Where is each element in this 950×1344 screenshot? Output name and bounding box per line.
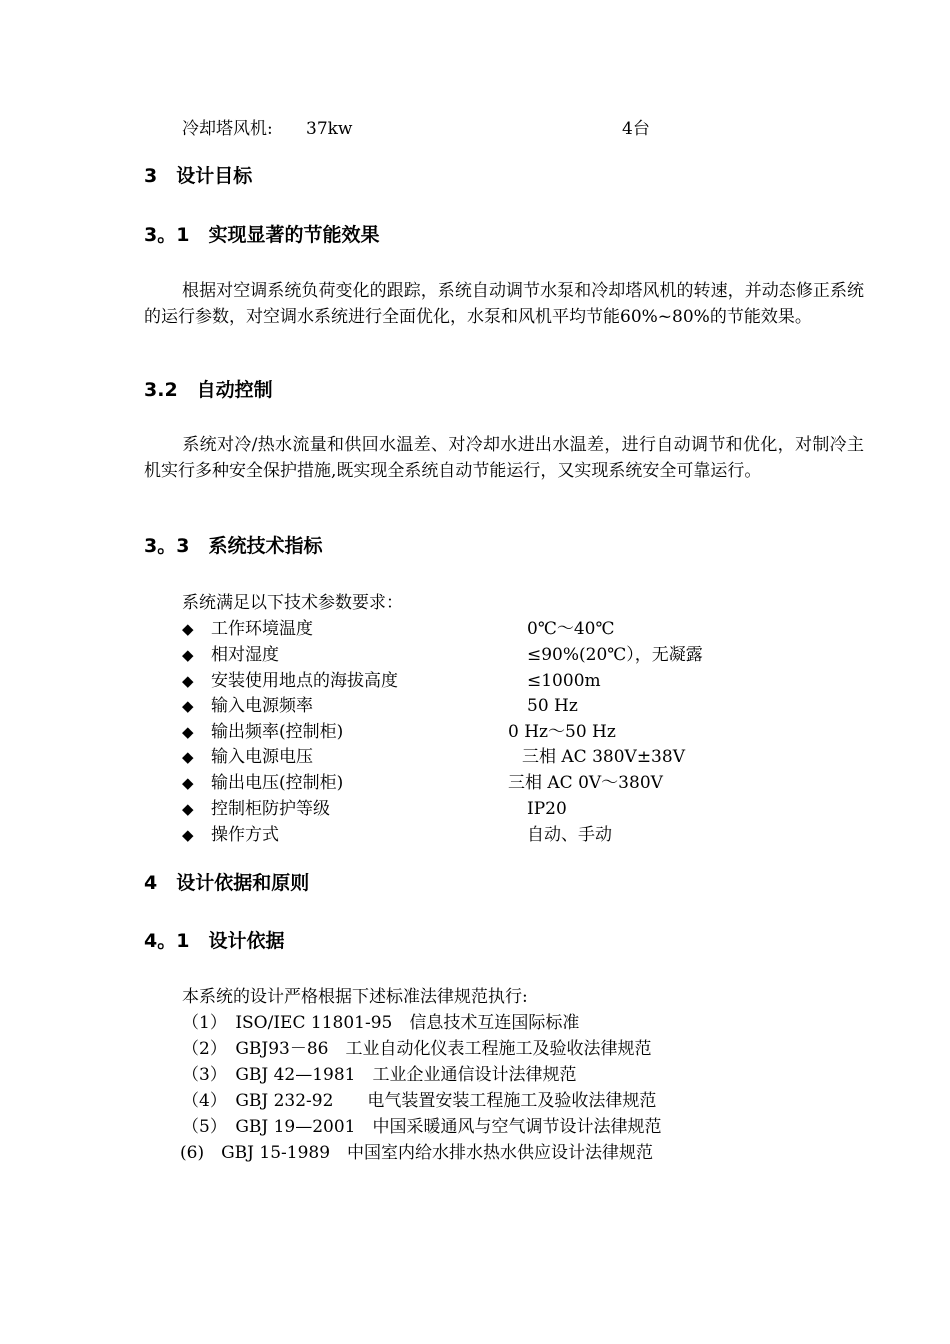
section-4-title: 4 设计依据和原则 xyxy=(144,872,310,894)
spec-label: 输入电源频率 xyxy=(211,696,313,716)
spec-label: 输入电源电压 xyxy=(211,747,313,767)
bullet-icon: ◆ xyxy=(182,748,194,766)
spec-label: 相对湿度 xyxy=(211,645,279,665)
bullet-icon: ◆ xyxy=(182,697,194,715)
cooling-tower-fan-power: 37kw xyxy=(306,119,353,139)
spec-label: 安装使用地点的海拔高度 xyxy=(211,671,398,691)
spec-value: 三相 AC 380V±38V xyxy=(522,747,685,767)
spec-value: 50 Hz xyxy=(527,696,578,716)
spec-label: 控制柜防护等级 xyxy=(211,799,330,819)
bullet-icon: ◆ xyxy=(182,800,194,818)
spec-label: 输出频率(控制柜) xyxy=(211,722,344,742)
spec-value: 自动、手动 xyxy=(527,825,612,845)
reference-item: （5） GBJ 19—2001 中国采暖通风与空气调节设计法律规范 xyxy=(182,1117,662,1137)
section-3-2-paragraph xyxy=(144,433,864,484)
reference-item: （1） ISO/IEC 11801-95 信息技术互连国际标准 xyxy=(182,1013,580,1033)
reference-item: （2） GBJ93－86 工业自动化仪表工程施工及验收法律规范 xyxy=(182,1039,652,1059)
section-3-title: 3 设计目标 xyxy=(144,165,253,187)
section-3-3-title: 3。3 系统技术指标 xyxy=(144,535,323,557)
section-3-2-text: 系统对冷/热水流量和供回水温差、对冷却水进出水温差，进行自动调节和优化，对制冷主机实行多种安全保护措施,既实现全系统自动节能运行，又实现系统安全可靠运行。 xyxy=(144,435,864,481)
spec-value: ≤1000m xyxy=(527,671,601,691)
reference-item: （3） GBJ 42—1981 工业企业通信设计法律规范 xyxy=(182,1065,577,1085)
spec-value: 0 Hz～50 Hz xyxy=(508,722,616,742)
spec-value: 三相 AC 0V～380V xyxy=(508,773,663,793)
section-3-2-title: 3.2 自动控制 xyxy=(144,379,273,401)
bullet-icon: ◆ xyxy=(182,672,194,690)
spec-label: 输出电压(控制柜) xyxy=(211,773,344,793)
bullet-icon: ◆ xyxy=(182,620,194,638)
section-3-1-paragraph xyxy=(144,279,864,330)
specs-intro: 系统满足以下技术参数要求： xyxy=(182,593,403,613)
spec-value: 0℃～40℃ xyxy=(527,619,615,639)
bullet-icon: ◆ xyxy=(182,774,194,792)
spec-value: ≤90%(20℃），无凝露 xyxy=(527,645,703,665)
section-3-1-text: 根据对空调系统负荷变化的跟踪，系统自动调节水泵和冷却塔风机的转速，并动态修正系统的运行参数，对空调水系统进行全面优化，水泵和风机平均节能60%~80%的节能效果。 xyxy=(144,281,864,327)
refs-intro: 本系统的设计严格根据下述标准法律规范执行: xyxy=(182,987,528,1007)
section-4-1-title: 4。1 设计依据 xyxy=(144,930,285,952)
bullet-icon: ◆ xyxy=(182,723,194,741)
spec-label: 操作方式 xyxy=(211,825,279,845)
bullet-icon: ◆ xyxy=(182,826,194,844)
section-3-1-title: 3。1 实现显著的节能效果 xyxy=(144,224,380,246)
spec-label: 工作环境温度 xyxy=(211,619,313,639)
cooling-tower-fan-label: 冷却塔风机: xyxy=(182,119,273,139)
cooling-tower-fan-count: 4台 xyxy=(622,119,650,139)
reference-item: (6) GBJ 15-1989 中国室内给水排水热水供应设计法律规范 xyxy=(180,1143,654,1163)
reference-item: （4） GBJ 232-92 电气装置安装工程施工及验收法律规范 xyxy=(182,1091,657,1111)
spec-value: IP20 xyxy=(527,799,567,819)
bullet-icon: ◆ xyxy=(182,646,194,664)
